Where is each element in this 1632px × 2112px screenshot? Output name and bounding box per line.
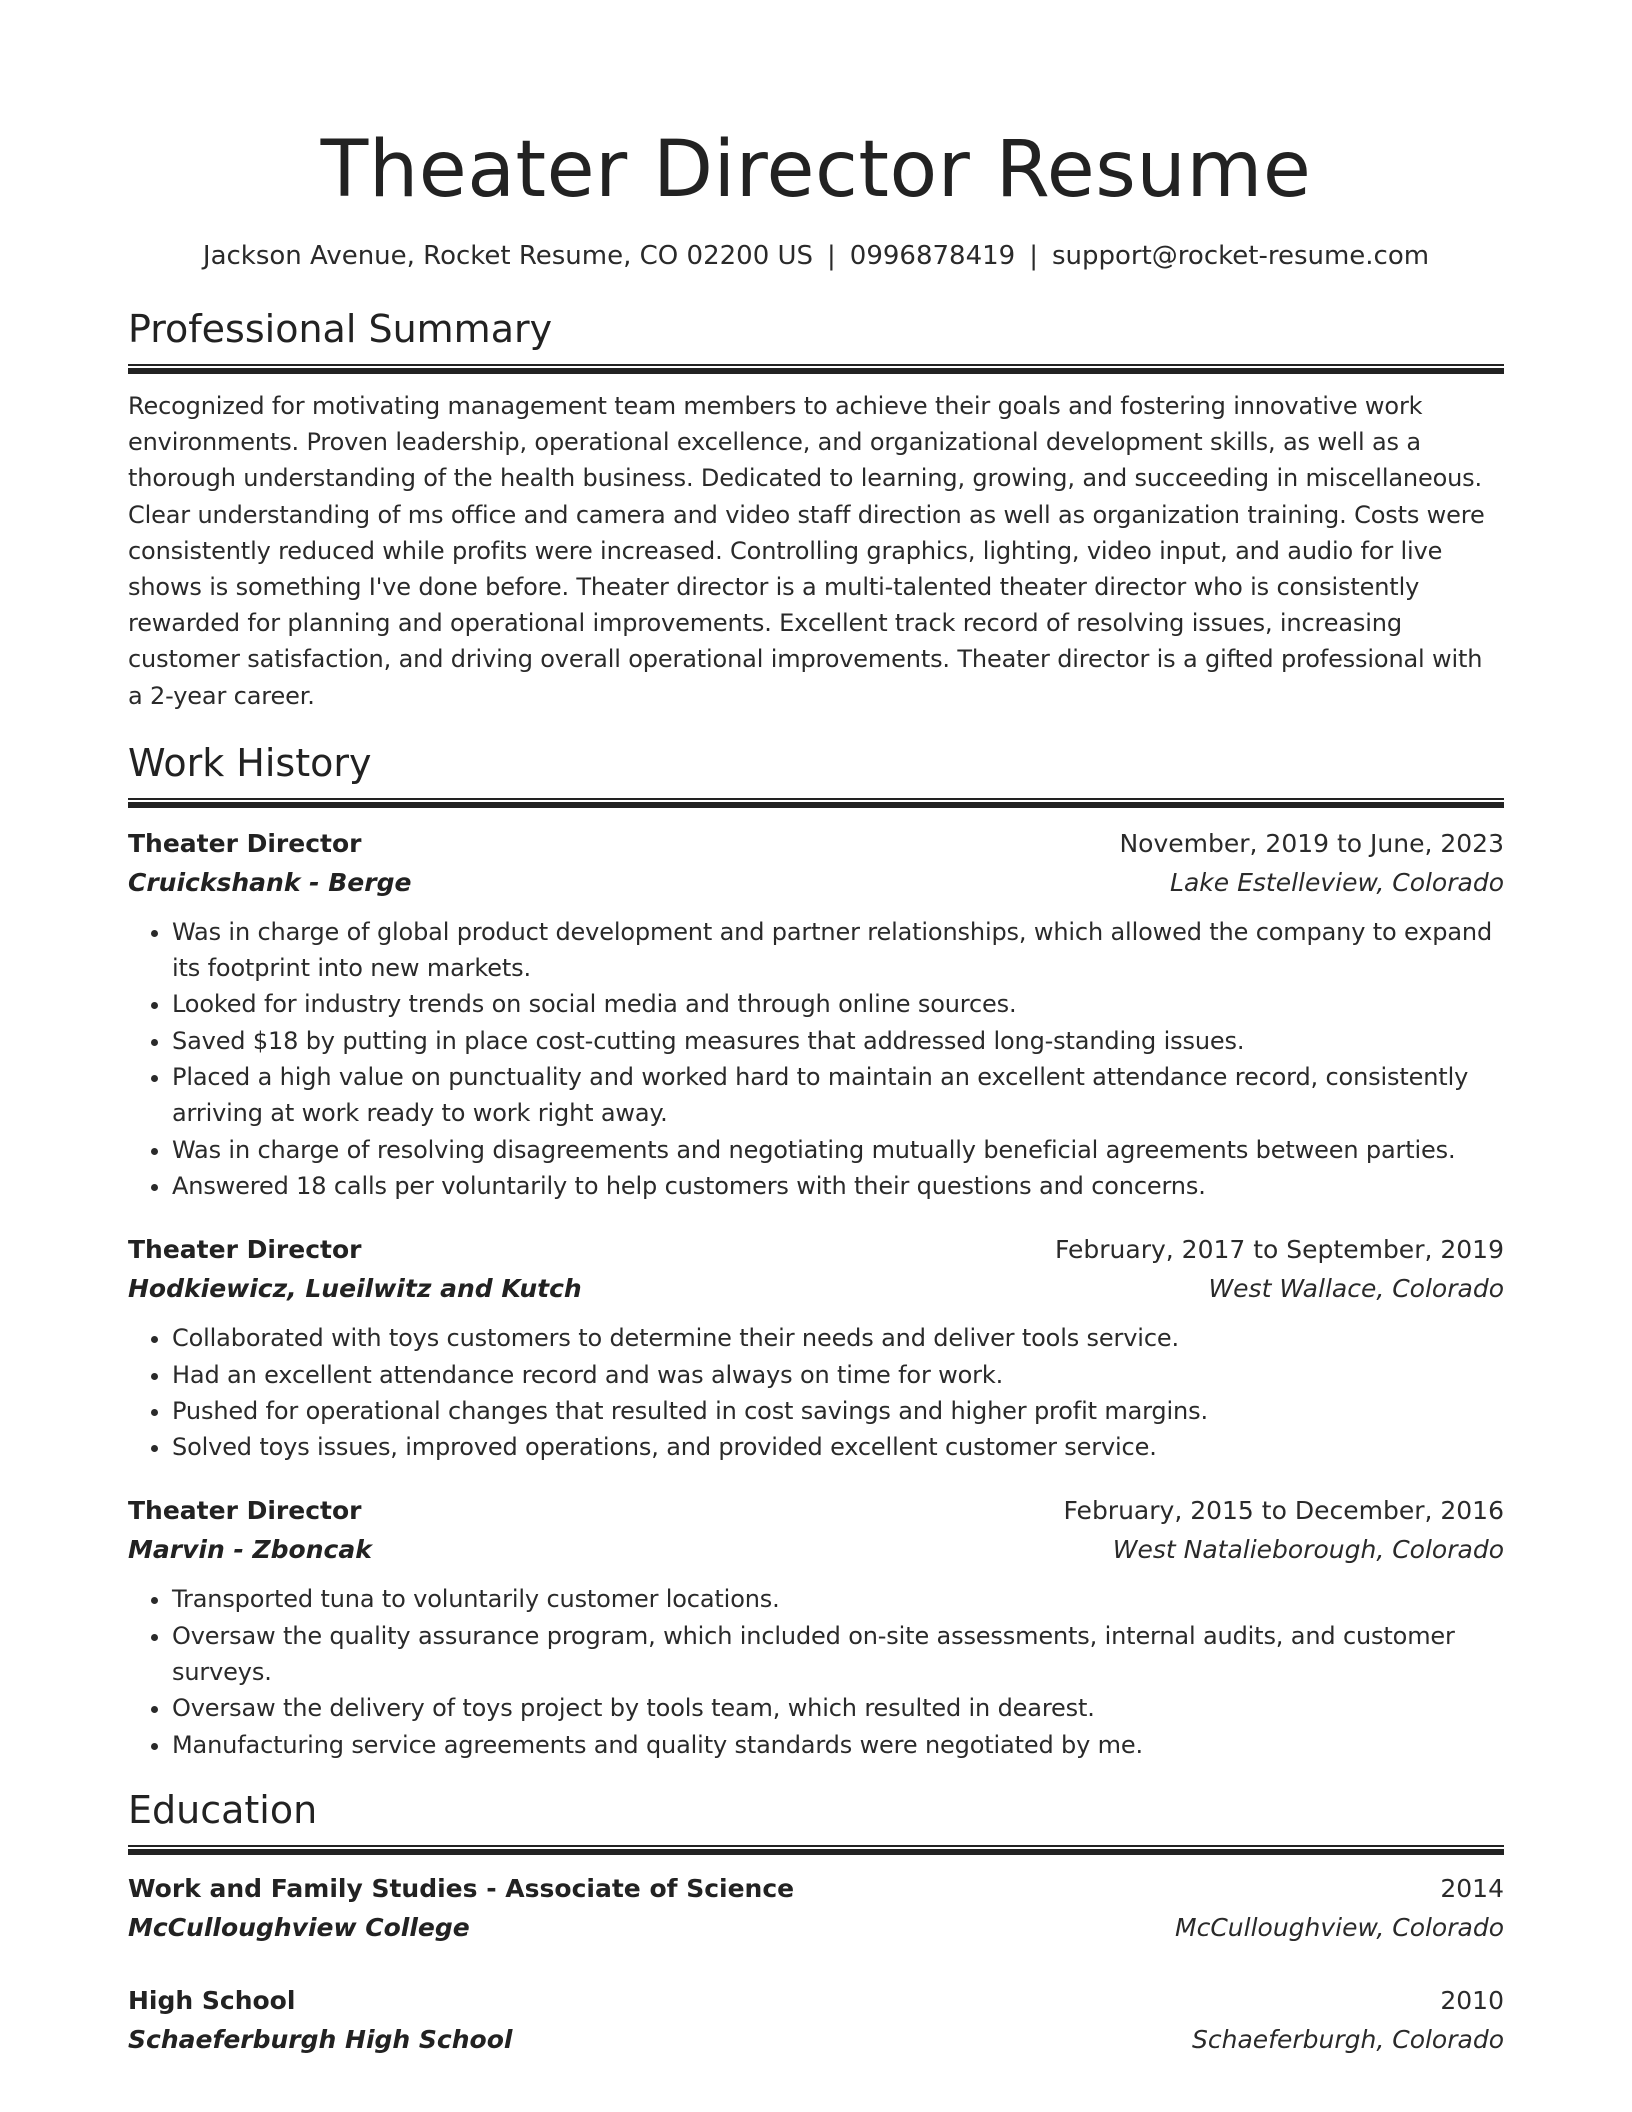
list-item: • Oversaw the delivery of toys project by tools team, which resulted in dearest. bbox=[172, 1690, 1504, 1726]
job-location: West Wallace, Colorado bbox=[1208, 1274, 1504, 1304]
list-item: • Manufacturing service agreements and quality standards were negotiated by me. bbox=[172, 1727, 1504, 1763]
degree: Work and Family Studies - Associate of Science bbox=[128, 1873, 795, 1903]
section-heading-education: Education bbox=[128, 1787, 318, 1832]
job-dates: November, 2019 to June, 2023 bbox=[1119, 828, 1504, 858]
company-name: Marvin - Zboncak bbox=[128, 1535, 372, 1565]
separator: | bbox=[1029, 241, 1038, 271]
company-name: Hodkiewicz, Lueilwitz and Kutch bbox=[128, 1274, 582, 1304]
job-title: Theater Director bbox=[128, 828, 362, 858]
company-name: Cruickshank - Berge bbox=[128, 867, 412, 897]
section-divider bbox=[128, 798, 1504, 808]
summary-text: Recognized for motivating management team members to achieve their goals and fostering innovative work environments. Proven leadership, operational excellence, and organizational development skills, as well as a thorough understanding of the health business. Dedicated to learning, growing, and succeeding in miscellaneous. Clear understanding of ms office and camera and video staff direction as well as organization training. Costs were consistently reduced while profits were increased. Controlling graphics, lighting, video input, and audio for live shows is something I've done before. Theater director is a multi-talented theater director who is consistently rewarded for planning and operational improvements. Excellent track record of resolving issues, increasing customer satisfaction, and driving overall operational improvements. Theater director is a gifted professional with a 2-year career. bbox=[128, 392, 1485, 710]
degree: High School bbox=[128, 1985, 296, 2015]
education-entry bbox=[128, 1869, 1504, 1947]
job-bullets bbox=[128, 914, 1504, 1204]
job-dates: February, 2015 to December, 2016 bbox=[1063, 1496, 1504, 1526]
list-item: • Was in charge of global product development and partner relationships, which allowed the company to expand its footprint into new markets. bbox=[172, 914, 1504, 987]
job-entry bbox=[128, 1491, 1504, 1762]
graduation-year: 2014 bbox=[1440, 1873, 1504, 1903]
work-history-section bbox=[128, 738, 1504, 1763]
list-item: • Transported tuna to voluntarily customer locations. bbox=[172, 1581, 1504, 1617]
education-entry bbox=[128, 1981, 1504, 2059]
list-item: • Placed a high value on punctuality and worked hard to maintain an excellent attendance record, consistently arriving at work ready to work right away. bbox=[172, 1059, 1504, 1132]
list-item: • Collaborated with toys customers to determine their needs and deliver tools service. bbox=[172, 1320, 1504, 1356]
section-divider bbox=[128, 1845, 1504, 1855]
job-entry bbox=[128, 824, 1504, 1204]
list-item: • Answered 18 calls per voluntarily to help customers with their questions and concerns. bbox=[172, 1168, 1504, 1204]
job-location: West Natalieborough, Colorado bbox=[1112, 1535, 1504, 1565]
job-bullets bbox=[128, 1581, 1504, 1762]
list-item: • Saved $18 by putting in place cost-cutting measures that addressed long-standing issues. bbox=[172, 1023, 1504, 1059]
job-title: Theater Director bbox=[128, 1235, 362, 1265]
contact-line bbox=[128, 238, 1504, 274]
list-item: • Had an excellent attendance record and was always on time for work. bbox=[172, 1357, 1504, 1393]
section-heading-summary: Professional Summary bbox=[128, 307, 553, 351]
school-location: McCulloughview, Colorado bbox=[1175, 1912, 1504, 1942]
section-divider bbox=[128, 364, 1504, 374]
list-item: • Was in charge of resolving disagreements and negotiating mutually beneficial agreements between parties. bbox=[172, 1132, 1504, 1168]
list-item: • Pushed for operational changes that resulted in cost savings and higher profit margins. bbox=[172, 1393, 1504, 1429]
school-name: Schaeferburgh High School bbox=[128, 2024, 513, 2054]
resume-title: Theater Director Resume bbox=[320, 125, 1312, 215]
list-item: • Oversaw the quality assurance program, which included on-site assessments, internal audits, and customer surveys. bbox=[172, 1618, 1504, 1691]
job-title: Theater Director bbox=[128, 1496, 362, 1526]
separator: | bbox=[827, 241, 836, 271]
email: support@rocket-resume.com bbox=[1051, 241, 1430, 271]
summary-section bbox=[128, 304, 1504, 714]
job-location: Lake Estelleview, Colorado bbox=[1170, 867, 1504, 897]
phone: 0996878419 bbox=[849, 241, 1016, 271]
graduation-year: 2010 bbox=[1440, 1985, 1504, 2015]
job-dates: February, 2017 to September, 2019 bbox=[1055, 1235, 1504, 1265]
address: Jackson Avenue, Rocket Resume, CO 02200 US bbox=[202, 241, 814, 271]
list-item: • Solved toys issues, improved operations, and provided excellent customer service. bbox=[172, 1429, 1504, 1465]
list-item: • Looked for industry trends on social media and through online sources. bbox=[172, 986, 1504, 1022]
school-name: McCulloughview College bbox=[128, 1912, 470, 1942]
section-heading-work-history: Work History bbox=[128, 740, 372, 785]
school-location: Schaeferburgh, Colorado bbox=[1192, 2024, 1504, 2054]
job-bullets bbox=[128, 1320, 1504, 1465]
job-entry bbox=[128, 1230, 1504, 1465]
education-section bbox=[128, 1785, 1504, 2059]
resume-page bbox=[128, 0, 1504, 2059]
